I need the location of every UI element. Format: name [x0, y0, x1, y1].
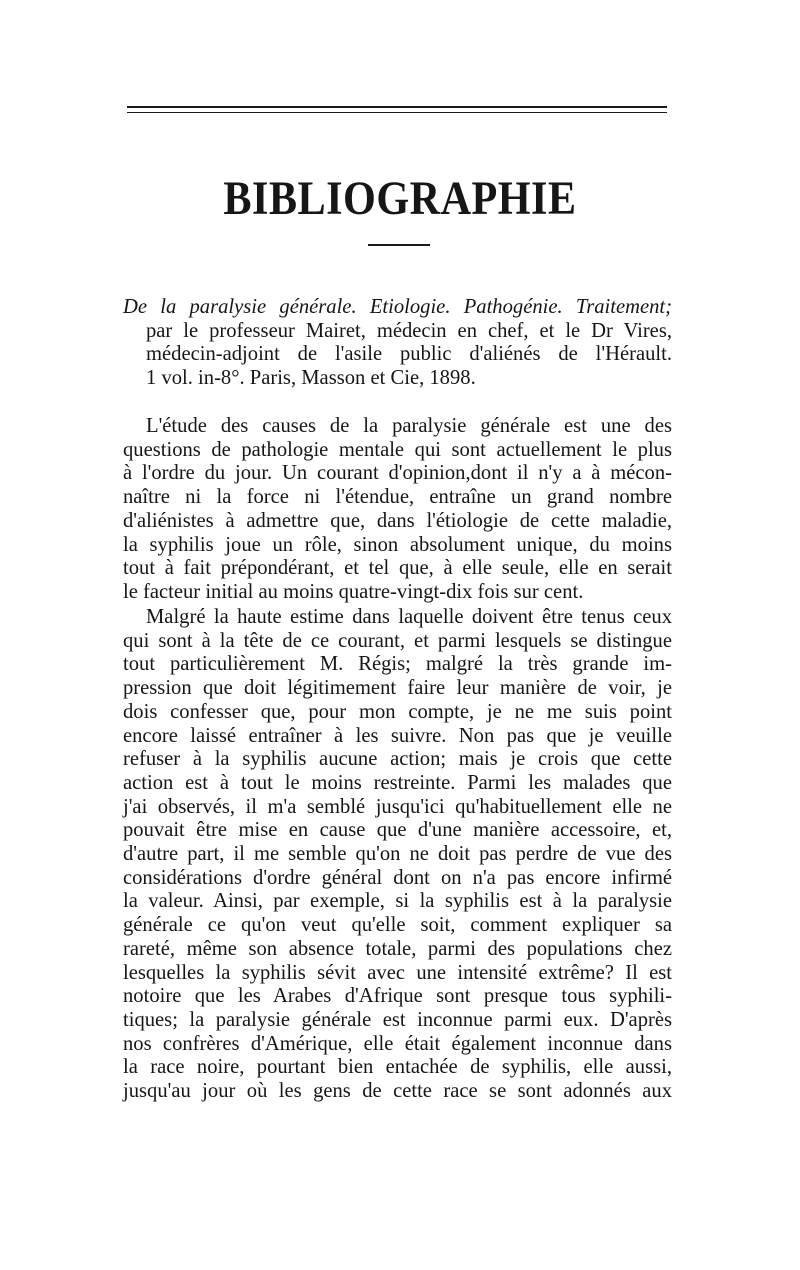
text-line: la syphilis joue un rôle, sinon absolument unique, du moins [123, 533, 672, 556]
text-line: dois confesser que, pour mon compte, je ne me suis point [123, 700, 672, 723]
text-line: d'aliénistes à admettre que, dans l'étiologie de cette maladie, [123, 509, 672, 532]
text-line: refuser à la syphilis aucune action; mais je crois que cette [123, 748, 672, 771]
paragraph-2 [123, 606, 672, 1104]
reference-line: médecin-adjoint de l'asile public d'aliénés de l'Hérault. [146, 343, 672, 366]
text-line: jusqu'au jour où les gens de cette race se sont adonnés aux [123, 1080, 672, 1103]
text-line: tout à fait prépondérant, et tel que, à elle seule, elle en serait [123, 557, 672, 580]
reference-line: De la paralysie générale. Etiologie. Pathogénie. Traitement; [123, 296, 672, 318]
text-line: qui sont à la tête de ce courant, et parmi lesquels se distingue [123, 629, 672, 652]
title-underline-rule [368, 244, 430, 246]
header-double-rule [127, 106, 667, 113]
text-line: action est à tout le moins restreinte. Parmi les malades que [123, 771, 672, 794]
text-line: pouvait être mise en cause que d'une manière accessoire, et, [123, 819, 672, 842]
text-line: la race noire, pourtant bien entachée de syphilis, elle aussi, [123, 1056, 672, 1079]
paragraph-1 [123, 415, 672, 605]
text-line: notoire que les Arabes d'Afrique sont presque tous syphili- [123, 985, 672, 1008]
text-line: Malgré la haute estime dans laquelle doivent être tenus ceux [146, 606, 672, 628]
text-line: à l'ordre du jour. Un courant d'opinion,dont il n'y a à mécon- [123, 462, 672, 485]
text-line: le facteur initial au moins quatre-vingt-dix fois sur cent. [123, 580, 584, 603]
text-line: encore laissé entraîner à les suivre. Non pas que je veuille [123, 724, 672, 747]
text-line: la valeur. Ainsi, par exemple, si la syphilis est à la paralysie [123, 890, 672, 913]
text-line: tout particulièrement M. Régis; malgré la très grande im- [123, 653, 672, 676]
text-line: générale ce qu'on veut qu'elle soit, comment expliquer sa [123, 914, 672, 937]
text-line: nos confrères d'Amérique, elle était également inconnue dans [123, 1032, 672, 1055]
page-title: BIBLIOGRAPHIE [223, 172, 577, 225]
text-line: pression que doit légitimement faire leur manière de voir, je [123, 677, 672, 700]
text-line: tiques; la paralysie générale est inconnue parmi eux. D'après [123, 1008, 672, 1031]
bibliographic-reference [123, 296, 672, 391]
text-line: j'ai observés, il m'a semblé jusqu'ici qu'habituellement elle ne [123, 795, 672, 818]
reference-line: par le professeur Mairet, médecin en chef, et le Dr Vires, [146, 319, 672, 342]
text-line: lesquelles la syphilis sévit avec une intensité extrême? Il est [123, 961, 672, 984]
reference-line: 1 vol. in-8°. Paris, Masson et Cie, 1898. [146, 367, 476, 390]
text-line: naître ni la force ni l'étendue, entraîne un grand nombre [123, 486, 672, 509]
text-line: L'étude des causes de la paralysie générale est une des [146, 415, 672, 437]
text-line: considérations d'ordre général dont on n'a pas encore infirmé [123, 866, 672, 889]
text-line: rareté, même son absence totale, parmi des populations chez [123, 937, 672, 960]
text-line: d'autre part, il me semble qu'on ne doit pas perdre de vue des [123, 843, 672, 866]
text-line: questions de pathologie mentale qui sont actuellement le plus [123, 438, 672, 461]
